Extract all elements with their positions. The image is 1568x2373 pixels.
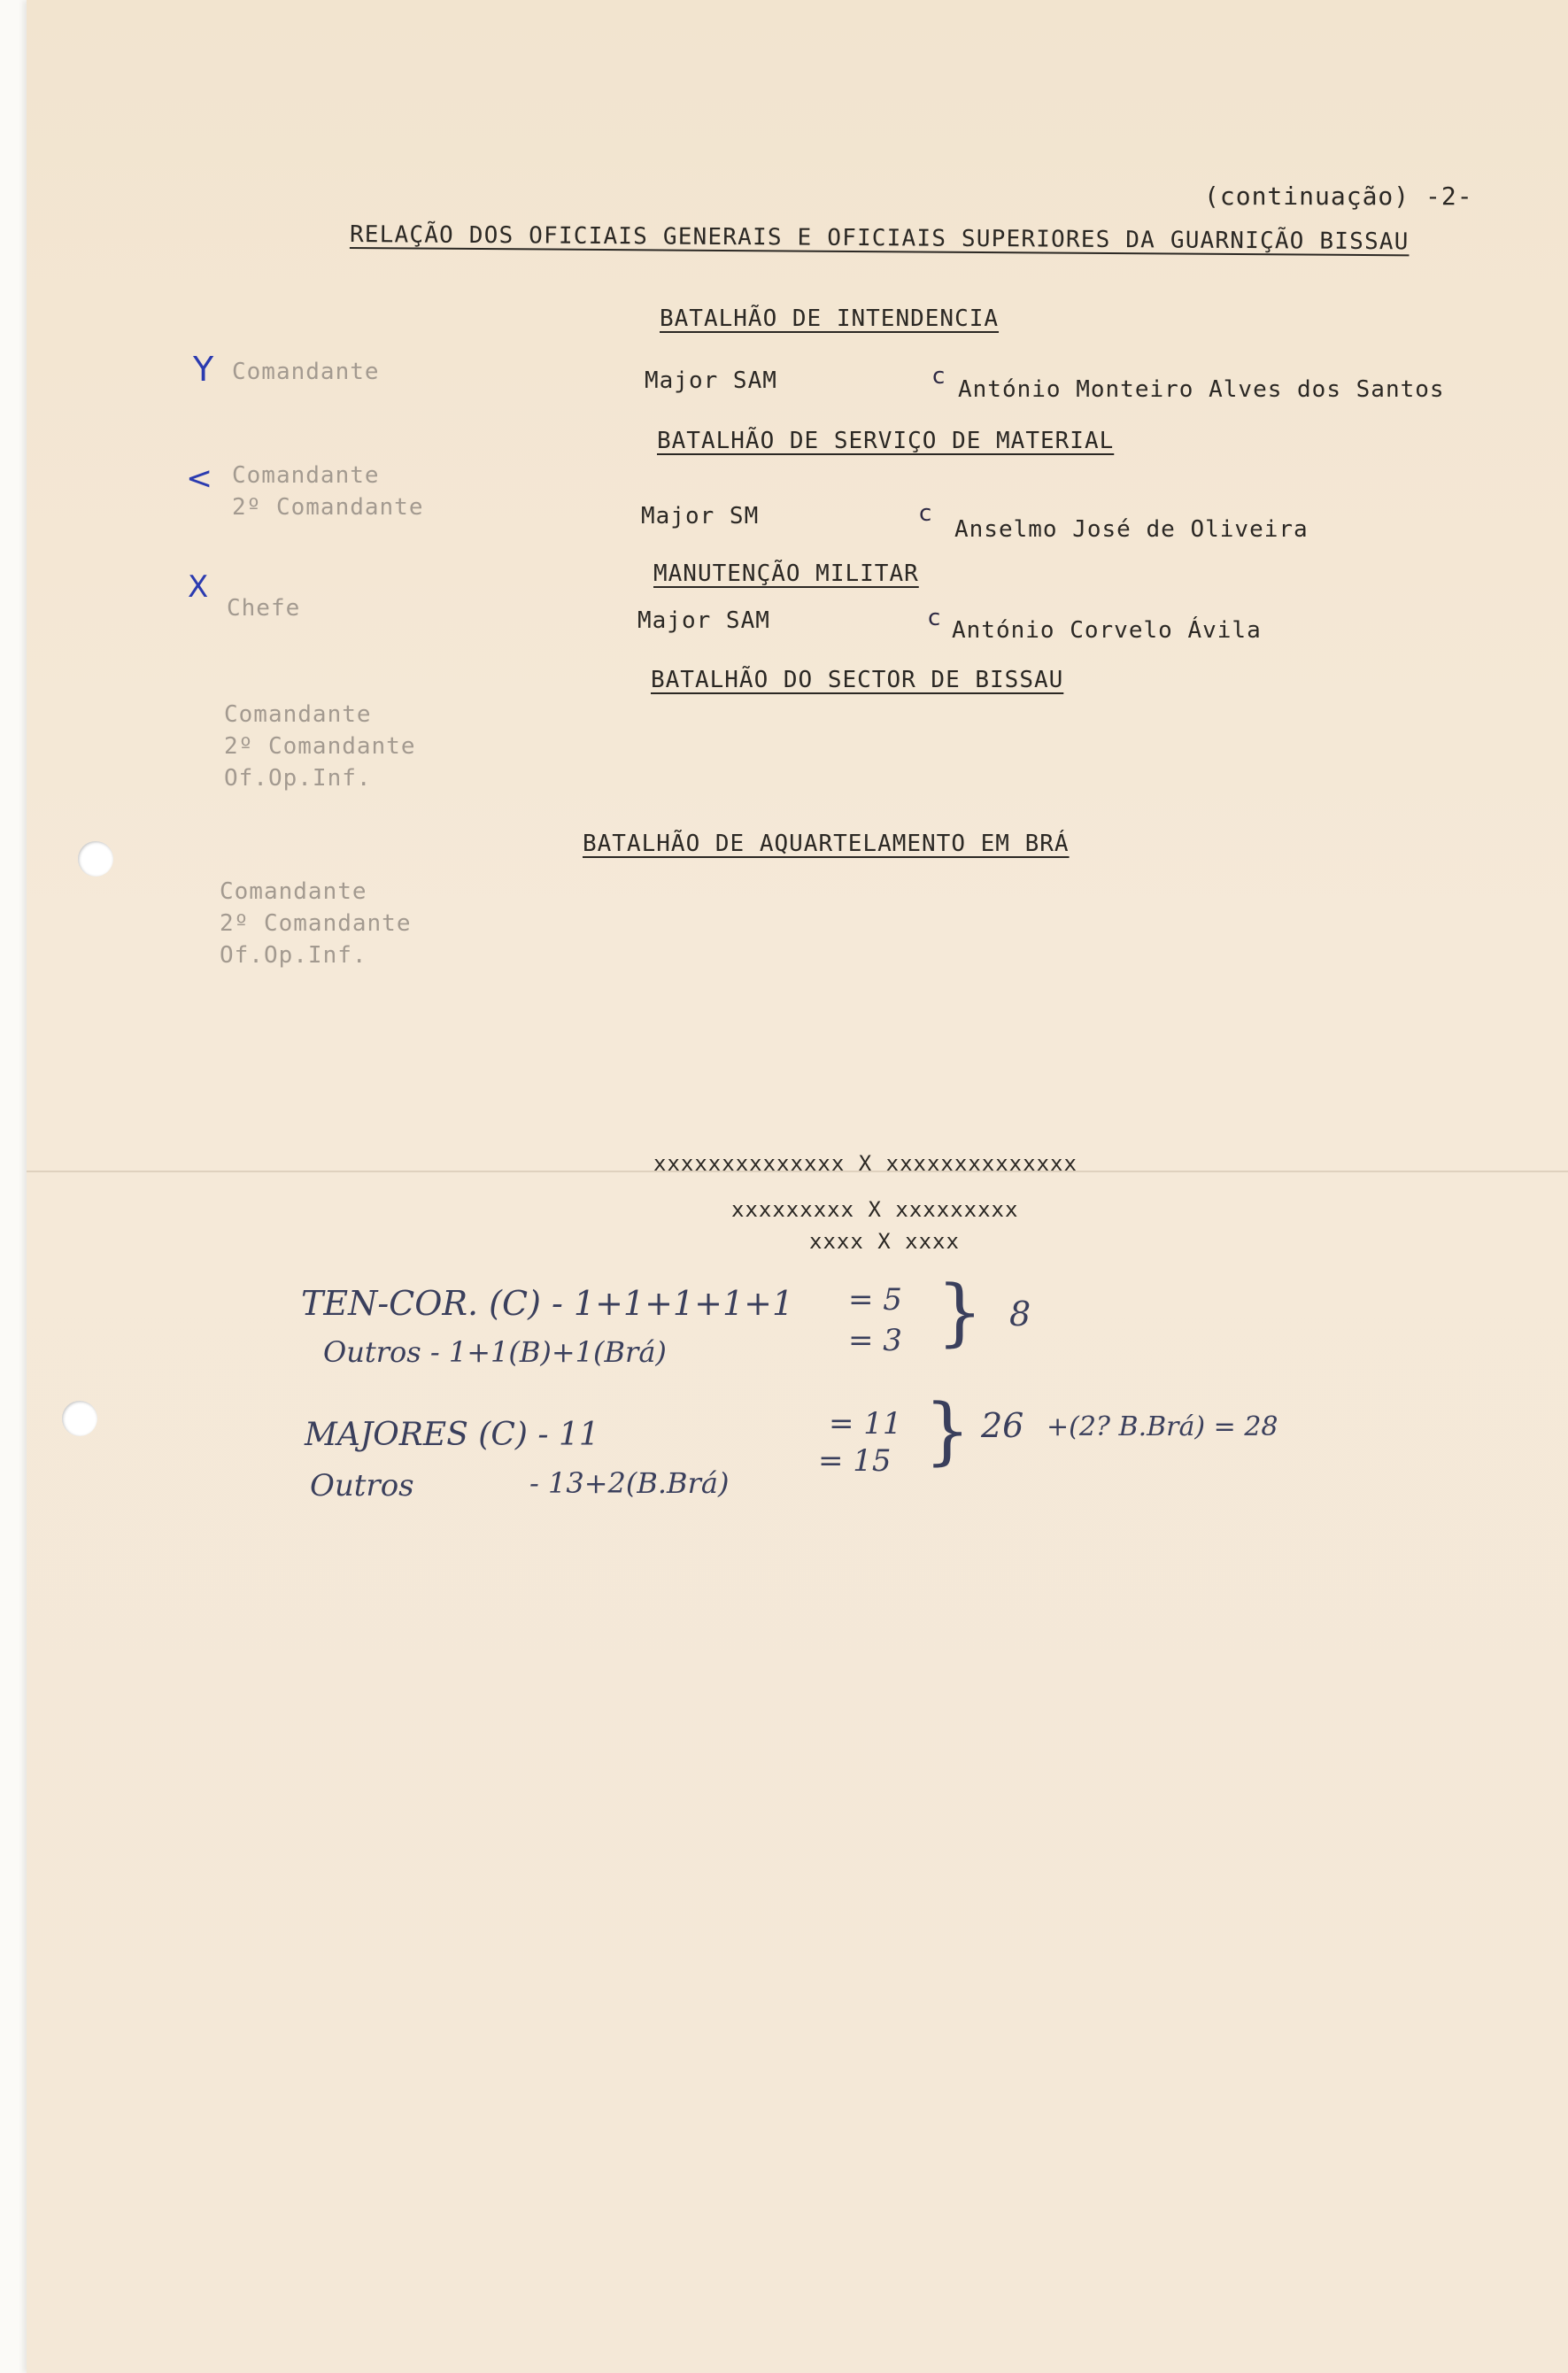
handwritten-outros-label-2: Outros — [310, 1468, 414, 1503]
handwritten-total-1: 8 — [1009, 1295, 1031, 1333]
blue-x-mark: X — [188, 569, 209, 605]
handwritten-total-2: 26 — [981, 1406, 1024, 1445]
handwritten-outros-line-1: Outros - 1+1(B)+1(Brá) — [323, 1335, 667, 1369]
separator-line-1: xxxxxxxxxxxxxx X xxxxxxxxxxxxxx — [653, 1151, 1078, 1176]
blue-y-mark: Y — [193, 350, 214, 389]
entry-rank: Major SAM — [645, 367, 777, 394]
document-page — [27, 0, 1568, 2373]
role-chefe: Chefe — [227, 595, 301, 622]
role-2-comandante: 2º Comandante — [224, 733, 416, 760]
role-comandante: Comandante — [232, 462, 380, 489]
role-2-comandante: 2º Comandante — [232, 494, 424, 521]
handwritten-majores-result: = 11 — [829, 1406, 902, 1442]
handwritten-ten-cor-result: = 5 — [848, 1282, 902, 1318]
entry-name: Anselmo José de Oliveira — [954, 516, 1309, 543]
role-of-op-inf: Of.Op.Inf. — [220, 942, 367, 969]
entry-rank: Major SM — [641, 503, 760, 529]
check-mark: c — [932, 363, 946, 390]
blue-angle-mark: < — [186, 460, 213, 497]
role-of-op-inf: Of.Op.Inf. — [224, 765, 372, 792]
punch-hole-bottom — [62, 1401, 97, 1436]
separator-line-2: xxxxxxxxx X xxxxxxxxx — [731, 1197, 1019, 1222]
handwritten-outros-result-2: = 15 — [818, 1443, 892, 1479]
check-mark: c — [919, 500, 932, 527]
role-comandante: Comandante — [224, 701, 372, 728]
document-title: RELAÇÃO DOS OFICIAIS GENERAIS E OFICIAIS SUPERIORES DA GUARNIÇÃO BISSAU — [349, 221, 1410, 256]
continuation-label: (continuação) -2- — [1204, 182, 1473, 211]
section-heading-manutencao-militar: MANUTENÇÃO MILITAR — [653, 560, 919, 587]
role-2-comandante: 2º Comandante — [220, 910, 412, 937]
handwritten-majores-line: MAJORES (C) - 11 — [305, 1417, 599, 1453]
brace-group-1: } — [937, 1271, 984, 1355]
entry-rank: Major SAM — [637, 607, 770, 634]
section-heading-sector-bissau: BATALHÃO DO SECTOR DE BISSAU — [651, 667, 1064, 693]
role-comandante: Comandante — [220, 878, 367, 905]
section-heading-aquartelamento-bra: BATALHÃO DE AQUARTELAMENTO EM BRÁ — [583, 831, 1070, 857]
separator-line-3: xxxx X xxxx — [809, 1229, 960, 1254]
handwritten-outros-result-1: = 3 — [848, 1323, 902, 1358]
section-heading-servico-material: BATALHÃO DE SERVIÇO DE MATERIAL — [657, 428, 1115, 454]
handwritten-outros-formula-2: - 13+2(B.Brá) — [529, 1466, 730, 1500]
entry-name: António Corvelo Ávila — [952, 617, 1262, 644]
handwritten-total-2-extra: +(2? B.Brá) = 28 — [1047, 1411, 1278, 1442]
page-edge — [0, 0, 27, 2373]
role-comandante: Comandante — [232, 359, 380, 385]
punch-hole-top — [78, 841, 113, 877]
check-mark: c — [928, 605, 941, 631]
entry-name: António Monteiro Alves dos Santos — [958, 376, 1445, 403]
brace-group-2: } — [924, 1389, 971, 1473]
section-heading-intendencia: BATALHÃO DE INTENDENCIA — [660, 305, 1000, 332]
handwritten-ten-cor-line: TEN-COR. (C) - 1+1+1+1+1 — [301, 1284, 794, 1323]
